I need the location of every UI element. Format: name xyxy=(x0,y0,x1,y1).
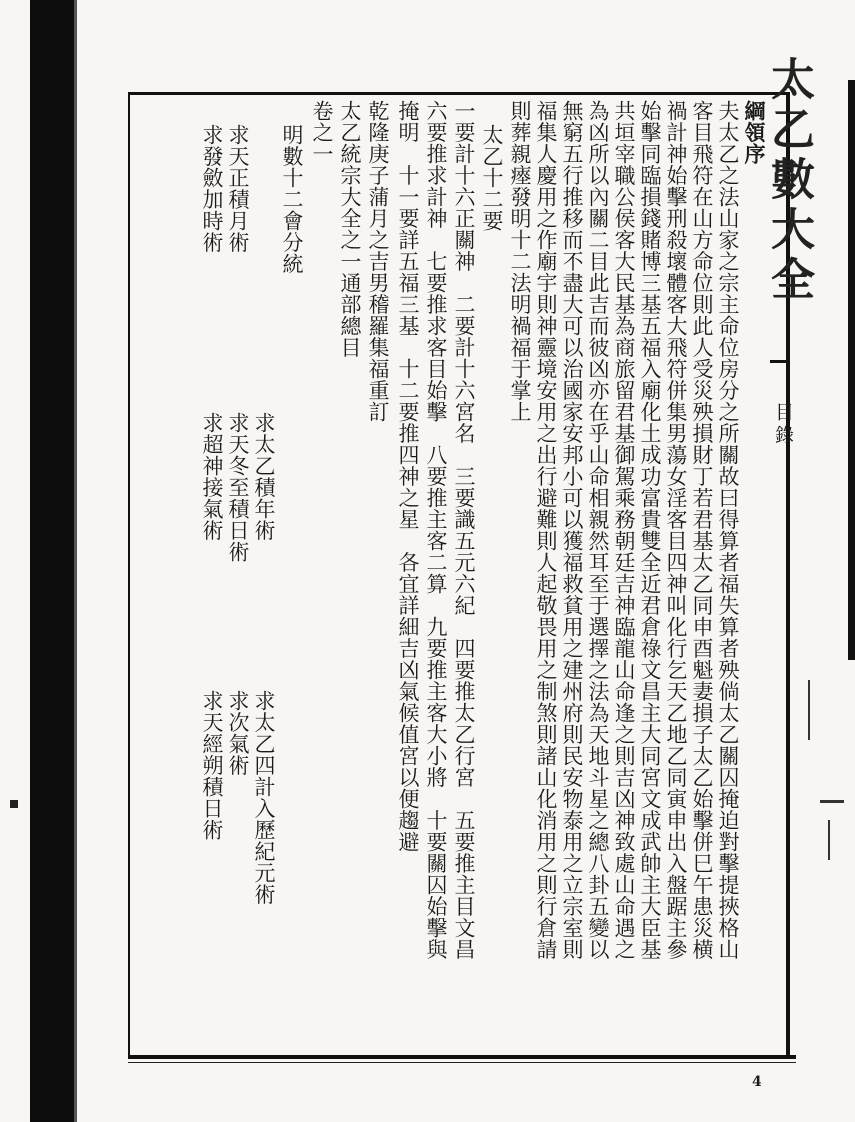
section-subtitle: 目錄 xyxy=(772,402,794,448)
preface-line: 為凶所以內關二目此吉而彼凶亦在乎山命相親然耳至于選擇之法為天地斗星之總八卦五變以 xyxy=(586,100,610,960)
preface-line: 共垣宰職公侯客大民基為商旅留君基御駕乘務朝廷吉神臨龍山命逢之則吉凶神致處山命遇之 xyxy=(612,100,636,960)
book-spine-shadow xyxy=(30,0,74,1122)
volume-label: 卷之一 xyxy=(310,100,334,165)
contents-entry: 求天正積月術 xyxy=(226,124,250,253)
preface-line: 禍計神始擊刑殺壞體客大飛符併集男蕩女淫客目四神叫化行乞天乙地乙同寅申出入盤踞主參 xyxy=(664,100,688,960)
essentials-heading: 太乙十二要 xyxy=(480,124,504,232)
contents-entry: 求天經朔積日術 xyxy=(200,690,224,841)
preface-line: 則葬親瘞發明十二法明禍福于掌上 xyxy=(508,100,532,423)
essentials-line: 六要推求計神 七要推求客目始擊 八要推主客二算 九要推主客大小將 十要關囚始擊與 xyxy=(424,100,448,960)
contents-entry: 求太乙積年術 xyxy=(252,412,276,541)
preface-line: 無窮五行推移而不盡大可以治國家安邦小可以獲福救貧用之建州府則民安物泰用之立宗室則 xyxy=(560,100,584,960)
essentials-line: 一要計十六正關神 二要計十六宮名 三要識五元六紀 四要推太乙行宮 五要推主目文昌 xyxy=(452,100,476,960)
preface-line: 夫太乙之法山家之宗主命位房分之所關故曰得算者福失算者殃倘太乙關囚掩迫對擊提挾格山 xyxy=(716,100,740,960)
book-title: 太乙數大全 xyxy=(763,56,814,306)
edition-line: 乾隆庚子蒲月之吉男稽羅集福重訂 xyxy=(366,100,390,423)
page-edge-strip xyxy=(848,80,855,660)
essentials-line: 掩明 十一要詳五福三基 十二要推四神之星 各宜詳細吉凶氣候值宮以便趨避 xyxy=(396,100,420,853)
spine-edge xyxy=(74,0,77,1122)
title-divider xyxy=(770,360,790,391)
bottom-border-thin xyxy=(128,1062,796,1063)
scan-dot xyxy=(10,800,18,808)
preface-line: 客目飛符在山方命位則此人受災殃損財丁若君基太乙同申酉魁妻損子太乙始擊併巳午患災横 xyxy=(690,100,714,960)
preface-line: 福集人慶用之作廟宇則神靈境安用之出行避難則人起敬畏用之制煞則諸山化消用之則行倉請 xyxy=(534,100,558,960)
contents-entry: 求發斂加時術 xyxy=(200,124,224,253)
contents-entry: 求次氣術 xyxy=(226,690,250,776)
page-number: 4 xyxy=(752,1074,762,1090)
left-border xyxy=(128,92,130,1058)
contents-entry: 求太乙四計入歷紀元術 xyxy=(252,690,276,905)
scan-artifacts xyxy=(800,650,850,950)
contents-entry: 求天冬至積日術 xyxy=(226,412,250,563)
contents-heading: 明數十二會分統 xyxy=(280,124,304,275)
edition-line: 太乙統宗大全之一通部總目 xyxy=(338,100,362,358)
preface-heading: 綱領序 xyxy=(742,100,767,165)
preface-line: 始擊同臨損錢賭博三基五福入廟化土成功富貴雙全近君倉祿文昌主大同宮文成武帥主大臣基 xyxy=(638,100,662,960)
contents-entry: 求超神接氣術 xyxy=(200,412,224,541)
top-border xyxy=(128,92,788,95)
bottom-border xyxy=(128,1055,796,1059)
